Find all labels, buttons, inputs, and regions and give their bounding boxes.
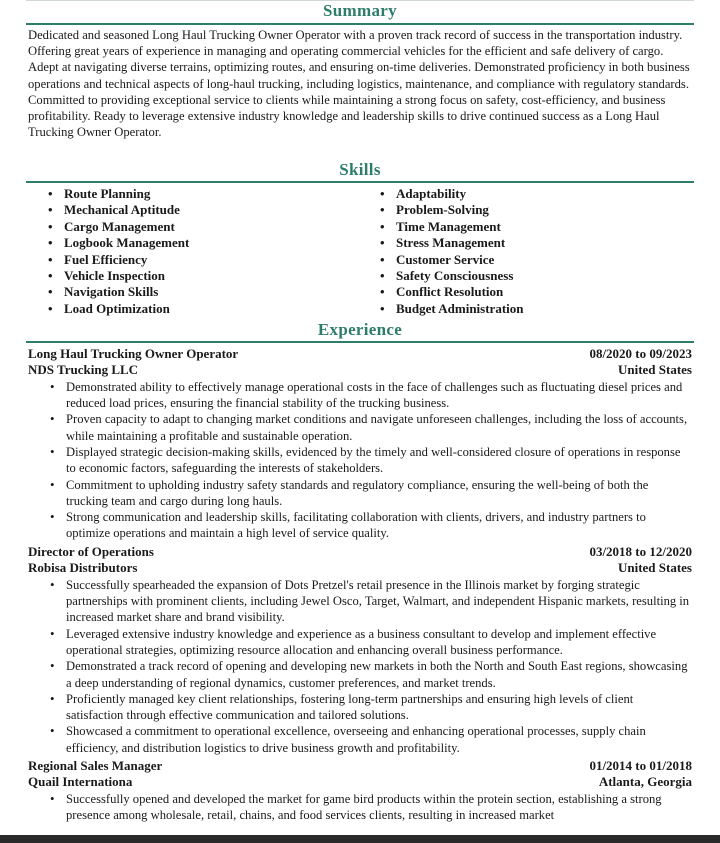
skill-item: • Fuel Efficiency [46,252,189,268]
job-dates: 03/2018 to 12/2020 [589,544,692,559]
job-bullet: • Showcased a commitment to operational excellence, overseeing and enhancing operational processes, supply chain efficiency, and distribution logistics to drive business growth and profitability. [28,723,692,756]
skill-item: • Stress Management [378,235,524,251]
job-bullet: • Demonstrated a track record of opening and developing new markets in both the North and South East regions, showcasing a deep understanding of regional dynamics, customer preferences, and market trends. [28,658,692,691]
skills-left-list [46,186,189,317]
job-bullet: • Proficiently managed key client relationships, fostering long-term partnerships and ensuring high levels of client satisfaction through effective communication and tailored solutions. [28,691,692,724]
job-bullet: • Proven capacity to adapt to changing market conditions and navigate unforeseen challenges, including the loss of accounts, while maintaining a profitable and sustainable operation. [28,411,692,444]
skill-item: • Budget Administration [378,301,524,317]
skill-item: • Cargo Management [46,219,189,235]
job-location: United States [617,560,692,576]
skill-item: • Mechanical Aptitude [46,202,189,218]
job-entry [28,544,692,756]
skill-item: • Route Planning [46,186,189,202]
job-company: Robisa Distributors [28,560,138,576]
skills-rule [26,181,694,183]
skill-item: • Time Management [378,219,524,235]
job-dates: 01/2014 to 01/2018 [589,758,692,773]
skill-item: • Vehicle Inspection [46,268,189,284]
summary-text: Dedicated and seasoned Long Haul Trucking Owner Operator with a proven track record of success in the transportation industry. Offering great years of experience in managing and operating commercial vehicles for the efficient and safe delivery of cargo. Adept at navigating diverse terrains, optimizing routes, and ensuring on-time deliveries. Demonstrated proficiency in both business operations and technical aspects of long-haul trucking, including logistics, maintenance, and compliance with regulatory standards. Committed to providing exceptional service to clients while maintaining a strong focus on safety, cost-efficiency, and business profitability. Ready to leverage extensive industry knowledge and leadership skills to drive continued success as a Long Haul Trucking Owner Operator. [28,28,690,140]
job-bullet: • Successfully opened and developed the market for game bird products within the protein section, establishing a strong presence among wholesale, retail, chains, and food services clients, resulting in increased market [28,791,692,824]
skill-item: • Adaptability [378,186,524,202]
job-bullet: • Displayed strategic decision-making skills, evidenced by the timely and well-considered closure of operations in response to economic factors, safeguarding the interests of stakeholders. [28,444,692,477]
job-company: Quail Internationa [28,774,133,790]
job-bullets [28,379,692,542]
job-role: Long Haul Trucking Owner Operator [28,346,239,361]
job-bullet: • Commitment to upholding industry safety standards and regulatory compliance, ensuring the well-being of both the trucking team and cargo during long hauls. [28,477,692,510]
job-entry [28,758,692,823]
job-bullets [28,791,692,824]
job-company: NDS Trucking LLC [28,362,139,378]
summary-heading: Summary [323,1,397,20]
skill-item: • Safety Consciousness [378,268,524,284]
summary-rule [26,23,694,25]
job-role: Regional Sales Manager [28,758,163,773]
job-entry [28,346,692,542]
job-bullet: • Leveraged extensive industry knowledge and experience as a business consultant to develop and implement effective operational strategies, optimizing resource allocation and enhancing overall business performance. [28,626,692,659]
skill-item: • Logbook Management [46,235,189,251]
job-bullet: • Demonstrated ability to effectively manage operational costs in the face of challenges such as fluctuating diesel prices and reduced load prices, ensuring the financial stability of the trucking business. [28,379,692,412]
job-dates: 08/2020 to 09/2023 [589,346,692,361]
skill-item: • Problem-Solving [378,202,524,218]
job-bullet: • Strong communication and leadership skills, facilitating collaboration with clients, drivers, and industry partners to optimize operations and maintain a high level of service quality. [28,509,692,542]
skill-item: • Navigation Skills [46,284,189,300]
skill-item: • Conflict Resolution [378,284,524,300]
skills-heading: Skills [339,160,381,179]
experience-rule [26,341,694,343]
job-location: United States [617,362,692,378]
job-location: Atlanta, Georgia [598,774,692,790]
job-role: Director of Operations [28,544,154,559]
bottom-edge-band [0,835,720,843]
skill-item: • Load Optimization [46,301,189,317]
experience-heading: Experience [317,320,403,339]
skill-item: • Customer Service [378,252,524,268]
skills-right-list [378,186,524,317]
job-bullets [28,577,692,756]
job-bullet: • Successfully spearheaded the expansion of Dots Pretzel's retail presence in the Illinois market by forging strategic partnerships with prominent clients, including Jewel Osco, Target, Walmart, and independent Hispanic markets, resulting in increased market share and brand visibility. [28,577,692,626]
